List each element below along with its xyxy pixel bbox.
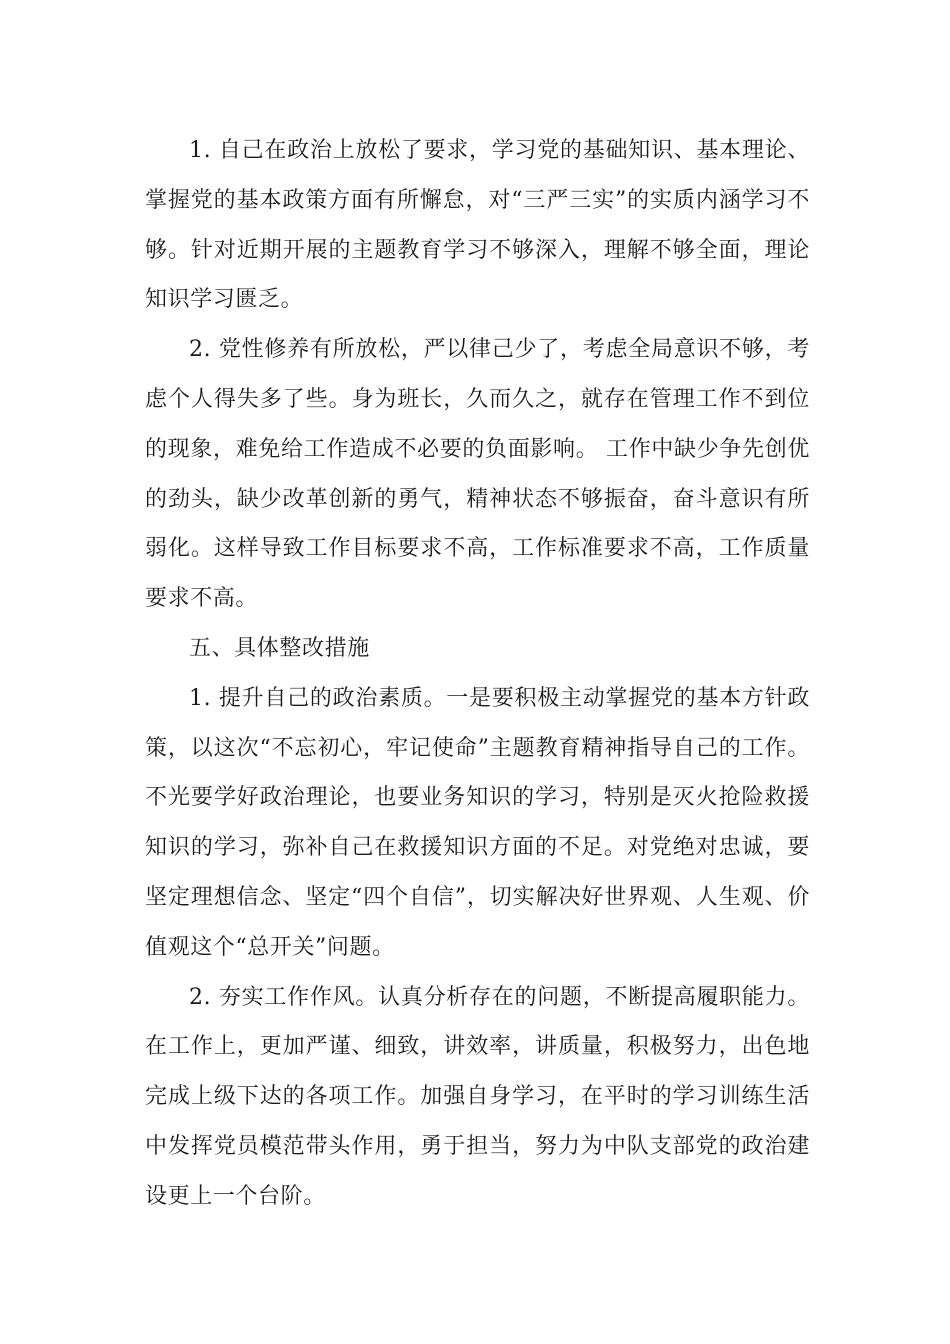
measure-paragraph-2: 2. 夯实工作作风。认真分析存在的问题，不断提高履职能力。在工作上，更加严谨、细致，讲效率，讲质量，积极努力，出色地完成上级下达的各项工作。加强自身学习，在平时的学习训练生活中发挥党员模范带头作用，勇于担当，努力为中队支部党的政治建设更上一个台阶。	[145, 984, 810, 1209]
problem-paragraph-1: 1. 自己在政治上放松了要求，学习党的基础知识、基本理论、掌握党的基本政策方面有所懈怠，对“三严三实”的实质内涵学习不够。针对近期开展的主题教育学习不够深入，理解不够全面，理论知识学习匮乏。	[145, 138, 810, 313]
section-heading: 五、具体整改措施	[189, 635, 370, 661]
document-body	[145, 126, 810, 1222]
problem-paragraph-2: 2. 党性修养有所放松，严以律己少了，考虑全局意识不够，考虑个人得失多了些。身为班长，久而久之，就存在管理工作不到位的现象，难免给工作造成不必要的负面影响。 工作中缺少争先创优的劲头，缺少改革创新的勇气，精神状态不够振奋，奋斗意识有所弱化。这样导致工作目标要求不高，工作标准要求不高，工作质量要求不高。	[145, 337, 810, 612]
measure-paragraph-1: 1. 提升自己的政治素质。一是要积极主动掌握党的基本方针政策，以这次“不忘初心，牢记使命”主题教育精神指导自己的工作。不光要学好政治理论，也要业务知识的学习，特别是灭火抢险救援知识的学习，弥补自己在救援知识方面的不足。对党绝对忠诚，要坚定理想信念、坚定“四个自信”，切实解决好世界观、人生观、价值观这个“总开关”问题。	[145, 685, 810, 960]
